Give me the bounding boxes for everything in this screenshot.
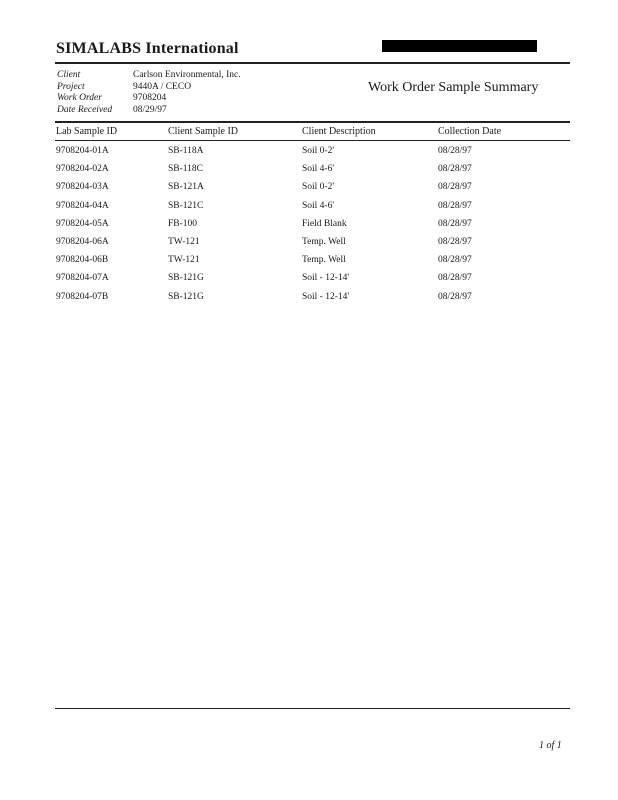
- table-row: [56, 219, 570, 231]
- cell-collection-date: 08/28/97: [438, 291, 472, 302]
- cell-collection-date: 08/28/97: [438, 164, 472, 175]
- info-client: Client Carlson Environmental, Inc.: [57, 70, 241, 80]
- cell-client-sample-id: SB-118A: [168, 146, 204, 156]
- cell-lab-sample-id: 9708204-01A: [56, 146, 109, 156]
- cell-client-sample-id: SB-121A: [168, 182, 204, 193]
- table-row: [56, 146, 570, 158]
- cell-client-description: Temp. Well: [302, 255, 346, 266]
- cell-client-sample-id: TW-121: [168, 237, 200, 247]
- cell-client-sample-id: SB-121G: [168, 273, 204, 284]
- header-rule: [55, 62, 570, 64]
- cell-client-description: Soil 4-6': [302, 200, 335, 211]
- page-number: 1 of 1: [539, 740, 562, 751]
- table-row: [56, 182, 570, 194]
- cell-client-sample-id: SB-121G: [168, 291, 204, 302]
- header-client-description: Client Description: [302, 126, 376, 137]
- cell-lab-sample-id: 9708204-04A: [56, 200, 109, 211]
- cell-collection-date: 08/28/97: [438, 237, 472, 247]
- cell-client-description: Soil 0-2': [302, 182, 335, 193]
- cell-client-description: Soil 0-2': [302, 146, 335, 156]
- cell-client-description: Field Blank: [302, 218, 347, 229]
- cell-client-description: Soil - 12-14': [302, 291, 350, 302]
- info-date-received: Date Received 08/29/97: [57, 104, 167, 115]
- page-title: Work Order Sample Summary: [368, 80, 539, 95]
- cell-lab-sample-id: 9708204-07B: [56, 291, 109, 302]
- info-work-order: Work Order 9708204: [57, 93, 167, 103]
- header-lab-sample-id: Lab Sample ID: [56, 126, 118, 137]
- table-row: [56, 292, 570, 304]
- table-header-rule: [55, 140, 570, 141]
- table-row: [56, 237, 570, 249]
- cell-lab-sample-id: 9708204-06A: [56, 237, 109, 247]
- cell-client-sample-id: SB-118C: [168, 164, 204, 175]
- table-row: [56, 201, 570, 213]
- cell-collection-date: 08/28/97: [438, 273, 472, 284]
- cell-client-sample-id: SB-121C: [168, 200, 204, 211]
- cell-lab-sample-id: 9708204-05A: [56, 218, 109, 229]
- cell-client-sample-id: FB-100: [168, 218, 198, 229]
- table-top-rule: [55, 121, 570, 123]
- company-name: SIMALABS International: [56, 40, 239, 57]
- cell-lab-sample-id: 9708204-07A: [56, 273, 109, 284]
- cell-collection-date: 08/28/97: [438, 255, 472, 266]
- cell-lab-sample-id: 9708204-06B: [56, 255, 109, 266]
- cell-collection-date: 08/28/97: [438, 146, 472, 156]
- header-collection-date: Collection Date: [438, 126, 502, 137]
- info-block: [57, 70, 241, 116]
- cell-lab-sample-id: 9708204-02A: [56, 164, 109, 175]
- cell-client-sample-id: TW-121: [168, 255, 200, 266]
- table-row: [56, 255, 570, 267]
- footer-rule: [55, 708, 570, 709]
- table-row: [56, 164, 570, 176]
- cell-collection-date: 08/28/97: [438, 182, 472, 193]
- cell-lab-sample-id: 9708204-03A: [56, 182, 109, 193]
- redaction-bar: [382, 40, 537, 52]
- table-row: [56, 273, 570, 285]
- cell-collection-date: 08/28/97: [438, 200, 472, 211]
- info-project: Project 9440A / CECO: [57, 81, 192, 92]
- cell-collection-date: 08/28/97: [438, 218, 472, 229]
- cell-client-description: Soil - 12-14': [302, 273, 350, 284]
- cell-client-description: Temp. Well: [302, 237, 346, 247]
- header-client-sample-id: Client Sample ID: [168, 126, 238, 137]
- cell-client-description: Soil 4-6': [302, 164, 335, 175]
